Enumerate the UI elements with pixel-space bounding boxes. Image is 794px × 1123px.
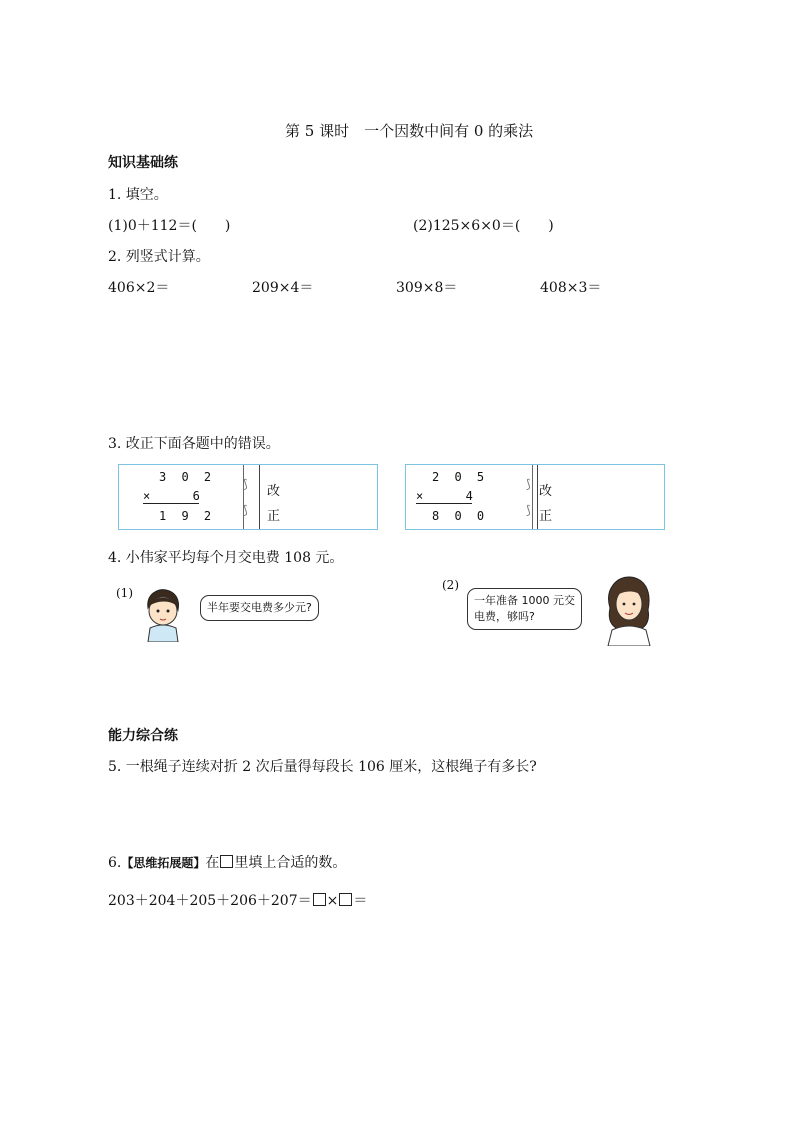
binding-mark-icon: ⟆ <box>526 477 531 491</box>
question-6-text-b: 里填上合适的数。 <box>234 855 347 871</box>
vertical-calc-result: 1 9 2 <box>159 509 216 523</box>
question-2-item-4: 408×3＝ <box>540 280 602 296</box>
question-1-label: 1. 填空。 <box>108 187 168 203</box>
question-6-expression <box>108 890 367 910</box>
binding-mark-icon: ⟆ <box>243 503 248 517</box>
question-6-text-a: 在 <box>205 855 220 871</box>
question-6-number: 6. <box>108 855 122 871</box>
correction-label-1: 改 <box>539 484 553 499</box>
vertical-calc-top: 2 0 5 <box>432 470 489 484</box>
speech-bubble-2-line-2: 电费，够吗? <box>474 610 535 623</box>
woman-icon <box>596 574 662 646</box>
thinking-badge: 【思维拓展题】 <box>121 856 206 870</box>
question-4-part-1-number: (1) <box>116 586 133 600</box>
question-4-part-2-number: (2) <box>442 578 459 592</box>
question-2-item-3: 309×8＝ <box>396 280 458 296</box>
question-1-part-b: (2)125×6×0＝( ) <box>413 218 554 234</box>
blank-box <box>313 893 326 906</box>
divider-line <box>259 465 260 529</box>
expression-text: 203＋204＋205＋206＋207＝ <box>108 893 312 909</box>
correction-box-1 <box>118 464 378 530</box>
question-6-label <box>108 852 346 872</box>
divider-line <box>243 465 244 529</box>
binding-mark-icon: ⟆ <box>243 477 248 491</box>
vertical-calc-rule <box>143 503 199 504</box>
divider-line <box>532 465 533 529</box>
vertical-calc-result: 8 0 0 <box>432 509 489 523</box>
vertical-calc-mult: × 4 <box>416 489 477 503</box>
equals-sign: ＝ <box>353 893 368 909</box>
question-2-item-2: 209×4＝ <box>252 280 314 296</box>
binding-mark-icon: ⟆ <box>526 503 531 517</box>
speech-bubble-1: 半年要交电费多少元? <box>200 595 319 621</box>
question-5-label: 5. 一根绳子连续对折 2 次后量得每段长 106 厘米，这根绳子有多长? <box>108 759 537 775</box>
correction-label-2: 正 <box>539 509 553 524</box>
correction-label-1: 改 <box>267 484 281 499</box>
question-2-label: 2. 列竖式计算。 <box>108 249 210 265</box>
question-3-label: 3. 改正下面各题中的错误。 <box>108 436 280 452</box>
page-title: 第 5 课时 一个因数中间有 0 的乘法 <box>285 122 534 140</box>
blank-box <box>339 893 352 906</box>
blank-box <box>220 855 233 868</box>
section-heading-basic: 知识基础练 <box>108 155 178 171</box>
speech-bubble-2-line-1: 一年准备 1000 元交 <box>474 594 575 607</box>
correction-label-2: 正 <box>267 509 281 524</box>
vertical-calc-rule <box>416 503 472 504</box>
section-heading-advanced: 能力综合练 <box>108 728 178 744</box>
boy-icon <box>140 586 186 642</box>
times-sign: × <box>326 893 339 909</box>
divider-line <box>537 465 538 529</box>
question-4-label: 4. 小伟家平均每个月交电费 108 元。 <box>108 550 344 566</box>
question-1-part-a: (1)0＋112＝( ) <box>108 218 231 234</box>
speech-bubble-2 <box>467 588 582 630</box>
question-2-item-1: 406×2＝ <box>108 280 170 296</box>
vertical-calc-top: 3 0 2 <box>159 470 216 484</box>
vertical-calc-mult: × 6 <box>143 489 204 503</box>
correction-box-2 <box>405 464 665 530</box>
